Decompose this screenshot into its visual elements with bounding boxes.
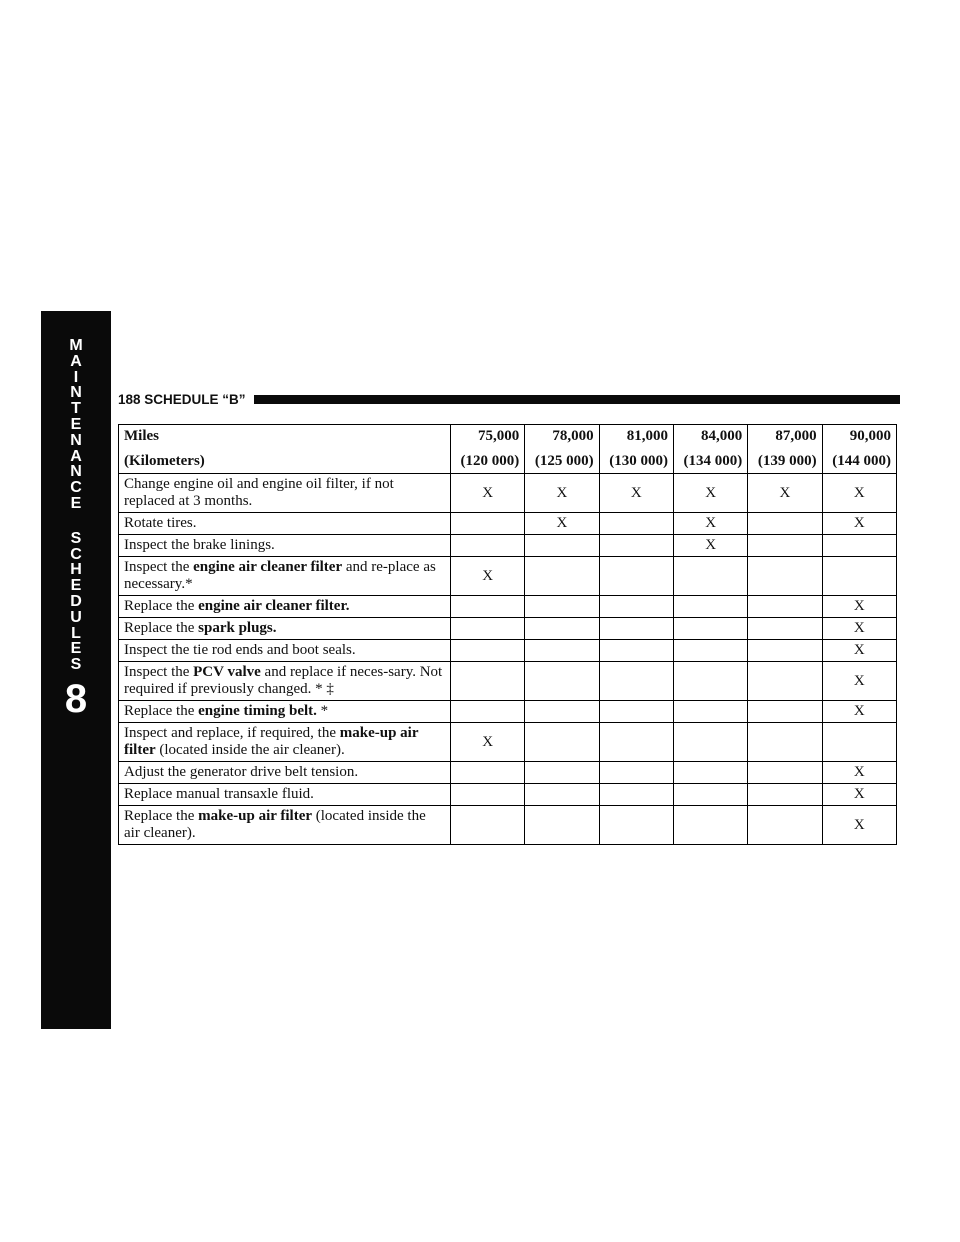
schedule-mark-cell bbox=[673, 784, 747, 806]
side-letter: I bbox=[73, 368, 79, 386]
table-header-row bbox=[119, 425, 897, 474]
schedule-mark-cell bbox=[599, 640, 673, 662]
table-row bbox=[119, 596, 897, 618]
table-row bbox=[119, 806, 897, 845]
table-row bbox=[119, 557, 897, 596]
schedule-mark-cell bbox=[673, 723, 747, 762]
table-row bbox=[119, 784, 897, 806]
schedule-mark-cell bbox=[525, 662, 599, 701]
task-cell bbox=[119, 662, 451, 701]
task-text: and re-place as necessary.* bbox=[124, 559, 436, 592]
task-text: Inspect the bbox=[124, 664, 194, 680]
task-cell bbox=[119, 701, 451, 723]
schedule-mark-cell: X bbox=[822, 596, 896, 618]
schedule-mark-cell bbox=[525, 784, 599, 806]
schedule-mark-cell bbox=[748, 701, 822, 723]
schedule-mark-cell: X bbox=[822, 640, 896, 662]
kilometers-label: (Kilometers) bbox=[124, 453, 205, 469]
side-letter: S bbox=[70, 656, 82, 674]
schedule-mark-cell bbox=[748, 723, 822, 762]
side-letter: E bbox=[70, 577, 82, 595]
interval-kilometers: (139 000) bbox=[757, 453, 817, 469]
schedule-mark-cell bbox=[599, 784, 673, 806]
schedule-mark-cell bbox=[673, 806, 747, 845]
schedule-mark-cell: X bbox=[450, 723, 524, 762]
schedule-mark-cell: X bbox=[673, 474, 747, 513]
schedule-mark-cell bbox=[748, 596, 822, 618]
schedule-mark-cell bbox=[525, 640, 599, 662]
task-text: * bbox=[316, 703, 329, 719]
side-letter: D bbox=[70, 592, 82, 610]
table-row bbox=[119, 701, 897, 723]
task-cell bbox=[119, 762, 451, 784]
interval-column-header bbox=[525, 425, 599, 474]
schedule-mark-cell bbox=[748, 784, 822, 806]
schedule-mark-cell: X bbox=[822, 784, 896, 806]
schedule-mark-cell bbox=[599, 557, 673, 596]
schedule-mark-cell bbox=[599, 618, 673, 640]
task-text: Replace manual transaxle fluid. bbox=[124, 786, 314, 802]
section-number: 8 bbox=[64, 676, 88, 721]
interval-miles: 78,000 bbox=[552, 428, 594, 444]
side-letter: E bbox=[70, 640, 82, 658]
schedule-mark-cell bbox=[450, 662, 524, 701]
schedule-mark-cell bbox=[599, 513, 673, 535]
task-text: Rotate tires. bbox=[124, 515, 197, 531]
schedule-mark-cell bbox=[450, 640, 524, 662]
schedule-mark-cell bbox=[525, 618, 599, 640]
side-letter: E bbox=[70, 494, 82, 512]
schedule-mark-cell bbox=[748, 762, 822, 784]
schedule-mark-cell bbox=[599, 806, 673, 845]
schedule-mark-cell bbox=[673, 701, 747, 723]
section-side-tab bbox=[41, 311, 111, 1029]
task-text: (located inside the air cleaner). bbox=[124, 808, 426, 841]
side-letter: E bbox=[70, 415, 82, 433]
task-text-emphasis: engine air cleaner filter. bbox=[198, 598, 350, 614]
schedule-mark-cell: X bbox=[822, 474, 896, 513]
task-cell bbox=[119, 513, 451, 535]
schedule-mark-cell bbox=[450, 701, 524, 723]
schedule-mark-cell: X bbox=[673, 513, 747, 535]
section-side-label bbox=[41, 338, 111, 721]
schedule-mark-cell bbox=[599, 723, 673, 762]
interval-column-header bbox=[822, 425, 896, 474]
task-text-emphasis: PCV valve bbox=[193, 664, 261, 680]
table-row bbox=[119, 723, 897, 762]
schedule-mark-cell: X bbox=[525, 474, 599, 513]
schedule-mark-cell bbox=[673, 640, 747, 662]
interval-miles: 81,000 bbox=[626, 428, 668, 444]
schedule-mark-cell bbox=[599, 596, 673, 618]
schedule-mark-cell: X bbox=[822, 662, 896, 701]
task-text-emphasis: spark plugs. bbox=[198, 620, 277, 636]
table-row bbox=[119, 474, 897, 513]
schedule-mark-cell bbox=[450, 513, 524, 535]
schedule-mark-cell bbox=[822, 723, 896, 762]
side-letter: L bbox=[71, 624, 81, 642]
schedule-mark-cell: X bbox=[450, 474, 524, 513]
schedule-mark-cell: X bbox=[822, 618, 896, 640]
page-header bbox=[118, 389, 900, 409]
schedule-mark-cell bbox=[525, 806, 599, 845]
task-cell bbox=[119, 640, 451, 662]
schedule-mark-cell bbox=[450, 535, 524, 557]
side-letter: S bbox=[70, 529, 82, 547]
task-text: Inspect the tie rod ends and boot seals. bbox=[124, 642, 356, 658]
task-cell bbox=[119, 557, 451, 596]
table-body bbox=[119, 474, 897, 845]
schedule-mark-cell bbox=[525, 762, 599, 784]
task-text: Replace the bbox=[124, 808, 199, 824]
schedule-mark-cell bbox=[450, 596, 524, 618]
task-text: (located inside the air cleaner). bbox=[155, 742, 345, 758]
task-text-emphasis: make-up air filter bbox=[198, 808, 313, 824]
schedule-mark-cell bbox=[450, 806, 524, 845]
side-letter: H bbox=[70, 561, 82, 579]
interval-kilometers: (144 000) bbox=[832, 453, 891, 469]
interval-kilometers: (130 000) bbox=[609, 453, 668, 469]
schedule-mark-cell bbox=[450, 784, 524, 806]
interval-column-header bbox=[599, 425, 673, 474]
task-text-emphasis: engine air cleaner filter bbox=[193, 559, 343, 575]
schedule-mark-cell: X bbox=[525, 513, 599, 535]
schedule-mark-cell bbox=[525, 701, 599, 723]
task-text: Replace the bbox=[124, 703, 199, 719]
task-text: Replace the bbox=[124, 620, 199, 636]
schedule-mark-cell: X bbox=[822, 806, 896, 845]
page-header-title: 188 SCHEDULE “B” bbox=[118, 391, 246, 407]
schedule-mark-cell bbox=[450, 762, 524, 784]
schedule-mark-cell bbox=[525, 535, 599, 557]
task-cell bbox=[119, 618, 451, 640]
side-letter: C bbox=[70, 479, 82, 497]
schedule-mark-cell bbox=[748, 806, 822, 845]
header-rule bbox=[254, 395, 900, 404]
schedule-mark-cell bbox=[673, 618, 747, 640]
task-text: Adjust the generator drive belt tension. bbox=[124, 764, 359, 780]
schedule-mark-cell bbox=[748, 557, 822, 596]
schedule-mark-cell: X bbox=[822, 762, 896, 784]
side-letter: C bbox=[70, 545, 82, 563]
schedule-mark-cell bbox=[673, 662, 747, 701]
side-letter: N bbox=[70, 431, 82, 449]
schedule-mark-cell bbox=[822, 557, 896, 596]
maintenance-schedule-table bbox=[118, 424, 897, 845]
task-cell bbox=[119, 806, 451, 845]
schedule-mark-cell bbox=[748, 513, 822, 535]
interval-miles: 75,000 bbox=[478, 428, 520, 444]
interval-kilometers: (134 000) bbox=[683, 453, 743, 469]
schedule-mark-cell bbox=[599, 662, 673, 701]
table-row bbox=[119, 535, 897, 557]
task-text: Change engine oil and engine oil filter, if not replaced at 3 months. bbox=[124, 476, 394, 509]
schedule-mark-cell bbox=[673, 596, 747, 618]
schedule-mark-cell: X bbox=[599, 474, 673, 513]
side-letter: A bbox=[70, 352, 82, 370]
schedule-mark-cell bbox=[525, 596, 599, 618]
schedule-mark-cell bbox=[599, 701, 673, 723]
interval-column-header bbox=[748, 425, 822, 474]
schedule-mark-cell bbox=[450, 618, 524, 640]
schedule-mark-cell bbox=[748, 640, 822, 662]
schedule-mark-cell: X bbox=[748, 474, 822, 513]
schedule-mark-cell bbox=[525, 723, 599, 762]
schedule-mark-cell bbox=[525, 557, 599, 596]
side-letter: M bbox=[69, 337, 83, 354]
task-text: Inspect the bbox=[124, 559, 194, 575]
schedule-mark-cell bbox=[748, 535, 822, 557]
interval-kilometers: (125 000) bbox=[534, 453, 594, 469]
task-text: and replace if neces-sary. Not required if previously changed. * ‡ bbox=[124, 664, 443, 697]
table-row bbox=[119, 513, 897, 535]
side-letter: A bbox=[70, 447, 82, 465]
task-text-emphasis: make-up air filter bbox=[124, 725, 419, 758]
task-cell bbox=[119, 784, 451, 806]
task-cell bbox=[119, 474, 451, 513]
miles-label: Miles bbox=[124, 428, 159, 444]
interval-miles: 84,000 bbox=[701, 428, 743, 444]
table-row bbox=[119, 662, 897, 701]
schedule-mark-cell bbox=[599, 762, 673, 784]
schedule-mark-cell bbox=[599, 535, 673, 557]
schedule-mark-cell bbox=[748, 618, 822, 640]
table-row bbox=[119, 640, 897, 662]
schedule-mark-cell bbox=[673, 762, 747, 784]
schedule-mark-cell bbox=[673, 557, 747, 596]
table-row bbox=[119, 618, 897, 640]
task-column-header bbox=[119, 425, 451, 474]
side-letter: T bbox=[71, 400, 81, 418]
task-cell bbox=[119, 596, 451, 618]
schedule-mark-cell bbox=[822, 535, 896, 557]
side-letter: N bbox=[70, 384, 82, 402]
interval-column-header bbox=[450, 425, 524, 474]
interval-column-header bbox=[673, 425, 747, 474]
task-text: Inspect the brake linings. bbox=[124, 537, 275, 553]
schedule-mark-cell bbox=[748, 662, 822, 701]
schedule-mark-cell: X bbox=[450, 557, 524, 596]
interval-miles: 90,000 bbox=[849, 428, 891, 444]
task-text-emphasis: engine timing belt. bbox=[198, 703, 317, 719]
schedule-mark-cell: X bbox=[822, 701, 896, 723]
interval-miles: 87,000 bbox=[775, 428, 817, 444]
schedule-mark-cell: X bbox=[673, 535, 747, 557]
task-cell bbox=[119, 535, 451, 557]
task-cell bbox=[119, 723, 451, 762]
side-letter: N bbox=[70, 463, 82, 481]
task-text: Replace the bbox=[124, 598, 199, 614]
interval-kilometers: (120 000) bbox=[460, 453, 520, 469]
side-letter: U bbox=[70, 608, 82, 626]
table-row bbox=[119, 762, 897, 784]
schedule-mark-cell: X bbox=[822, 513, 896, 535]
task-text: Inspect and replace, if required, the bbox=[124, 725, 340, 741]
